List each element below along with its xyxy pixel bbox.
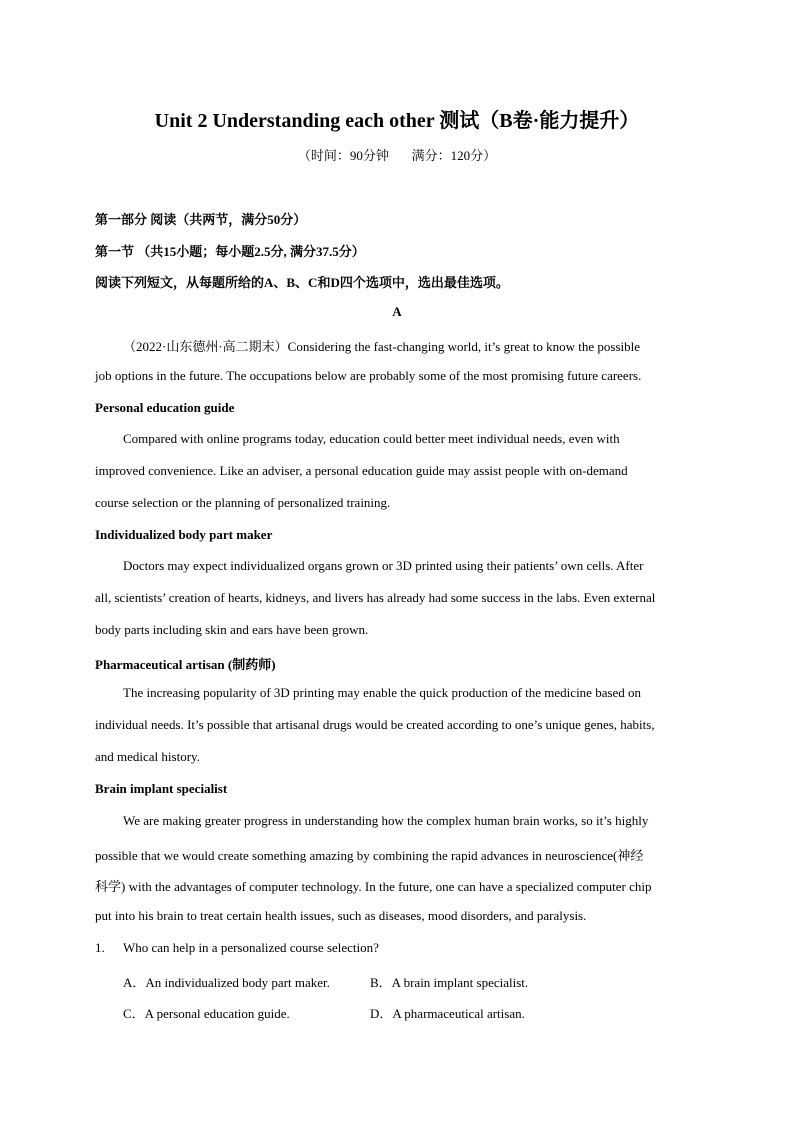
passage-label: A xyxy=(392,304,402,319)
question-number: 1. xyxy=(95,940,105,955)
paragraph-line: and medical history. xyxy=(95,749,200,764)
paragraph-line: We are making greater progress in understanding how the complex human brain works, so it’s highly xyxy=(123,813,649,828)
paragraph-line: 科学) with the advantages of computer technology. In the future, one can have a specialized computer chip xyxy=(95,879,652,894)
subheading-pharmaceutical-artisan: Pharmaceutical artisan (制药师) xyxy=(95,657,276,672)
subheading-body-part-maker: Individualized body part maker xyxy=(95,527,273,542)
paragraph-line: Doctors may expect individualized organs grown or 3D printed using their patients’ own cells. After xyxy=(123,558,644,573)
instruction-text: 阅读下列短文，从每题所给的A、B、C和D四个选项中，选出最佳选项。 xyxy=(95,275,509,290)
exam-info: （时间：90分钟 满分：120分） xyxy=(297,148,497,163)
paragraph-line: all, scientists’ creation of hearts, kidneys, and livers has already had some success in the labs. Even external xyxy=(95,590,656,605)
passage-intro-line: job options in the future. The occupations below are probably some of the most promising future careers. xyxy=(95,368,642,383)
part-heading: 第一部分 阅读（共两节，满分50分） xyxy=(95,212,307,227)
paragraph-line: The increasing popularity of 3D printing may enable the quick production of the medicine based on xyxy=(123,685,642,700)
paragraph-line: possible that we would create something amazing by combining the rapid advances in neuroscience(神经 xyxy=(95,848,644,863)
paragraph-line: individual needs. It’s possible that artisanal drugs would be created according to one’s unique genes, habits, xyxy=(95,717,655,732)
paragraph-line: put into his brain to treat certain health issues, such as diseases, mood disorders, and paralysis. xyxy=(95,908,587,923)
option-d[interactable]: D．A pharmaceutical artisan. xyxy=(370,1006,525,1021)
option-c[interactable]: C．A personal education guide. xyxy=(123,1006,290,1021)
page-title: Unit 2 Understanding each other 测试（B卷·能力提升） xyxy=(154,110,640,132)
paragraph-line: improved convenience. Like an adviser, a personal education guide may assist people with on-demand xyxy=(95,463,628,478)
paragraph-line: body parts including skin and ears have been grown. xyxy=(95,622,369,637)
option-a[interactable]: A．An individualized body part maker. xyxy=(123,975,330,990)
passage-intro-line: （2022·山东德州·高二期末）Considering the fast-changing world, it’s great to know the possible xyxy=(123,339,641,354)
subheading-brain-implant: Brain implant specialist xyxy=(95,781,228,796)
option-b[interactable]: B．A brain implant specialist. xyxy=(370,975,529,990)
question-stem: Who can help in a personalized course selection? xyxy=(123,940,379,955)
subheading-education-guide: Personal education guide xyxy=(95,400,235,415)
section-heading: 第一节 （共15小题；每小题2.5分, 满分37.5分） xyxy=(95,244,365,259)
paragraph-line: Compared with online programs today, education could better meet individual needs, even with xyxy=(123,431,620,446)
paragraph-line: course selection or the planning of personalized training. xyxy=(95,495,391,510)
